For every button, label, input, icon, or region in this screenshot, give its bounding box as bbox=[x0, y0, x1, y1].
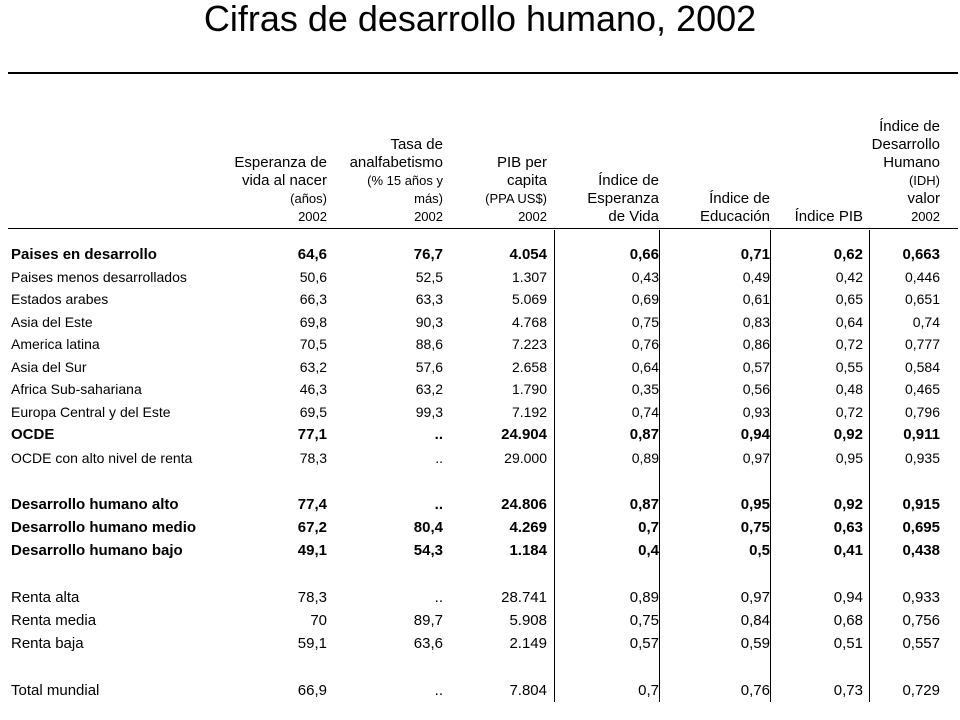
table-cell: 0,75 bbox=[631, 314, 659, 330]
table-cell: 0,49 bbox=[742, 269, 770, 285]
table-cell: 0,72 bbox=[835, 336, 863, 352]
column-divider bbox=[554, 230, 555, 702]
table-cell: 78,3 bbox=[297, 589, 327, 606]
table-cell: 0,465 bbox=[904, 381, 940, 397]
column-header-line: Desarrollo bbox=[871, 136, 940, 153]
table-cell: 99,3 bbox=[415, 404, 443, 420]
column-header-line: vida al nacer bbox=[241, 172, 327, 189]
table-cell: 0,72 bbox=[835, 404, 863, 420]
table-cell: 28.741 bbox=[501, 589, 547, 606]
table-cell: 0,65 bbox=[835, 291, 863, 307]
table-cell: 78,3 bbox=[299, 450, 327, 466]
table-cell: 0,756 bbox=[902, 612, 940, 629]
table-cell: 0,95 bbox=[835, 450, 863, 466]
table-cell: 0,83 bbox=[742, 314, 770, 330]
column-header-line: (años) bbox=[290, 191, 327, 206]
table-cell: 7.804 bbox=[509, 682, 547, 699]
table-cell: 0,86 bbox=[742, 336, 770, 352]
row-label: Paises menos desarrollados bbox=[11, 269, 187, 285]
row-label: Desarrollo humano bajo bbox=[11, 542, 183, 559]
table-cell: 0,66 bbox=[629, 246, 659, 263]
table-cell: 63,3 bbox=[415, 291, 443, 307]
table-cell: 76,7 bbox=[413, 246, 443, 263]
table-cell: 77,1 bbox=[297, 426, 327, 443]
table-cell: 0,84 bbox=[740, 612, 770, 629]
table-cell: 0,62 bbox=[833, 246, 863, 263]
table-cell: 64,6 bbox=[297, 246, 327, 263]
table-cell: 0,446 bbox=[904, 269, 940, 285]
table-cell: 0,97 bbox=[740, 589, 770, 606]
table-cell: 0,74 bbox=[912, 314, 940, 330]
table-cell: 29.000 bbox=[504, 450, 547, 466]
table-cell: 46,3 bbox=[299, 381, 327, 397]
table-cell: 67,2 bbox=[297, 519, 327, 536]
row-label: Total mundial bbox=[11, 682, 100, 699]
column-header bbox=[773, 208, 863, 226]
row-label: Estados arabes bbox=[11, 291, 109, 307]
table-cell: 0,92 bbox=[833, 496, 863, 513]
table-cell: 0,59 bbox=[740, 635, 770, 652]
table-cell: 7.223 bbox=[511, 336, 547, 352]
table-cell: 0,57 bbox=[742, 359, 770, 375]
row-label: Asia del Sur bbox=[11, 359, 87, 375]
table-cell: .. bbox=[434, 426, 443, 443]
row-label: Europa Central y del Este bbox=[11, 404, 171, 420]
table-cell: 4.768 bbox=[511, 314, 547, 330]
table-cell: 69,8 bbox=[299, 314, 327, 330]
table-cell: 0,5 bbox=[749, 542, 770, 559]
table-cell: 0,48 bbox=[835, 381, 863, 397]
table-cell: 0,55 bbox=[835, 359, 863, 375]
column-header bbox=[207, 154, 327, 226]
table-cell: 0,94 bbox=[833, 589, 863, 606]
column-header-line: Esperanza de bbox=[234, 154, 327, 171]
column-header-line: analfabetismo bbox=[349, 154, 443, 171]
column-header-line: más) bbox=[414, 191, 443, 206]
table-cell: 0,7 bbox=[638, 682, 659, 699]
table-cell: 0,4 bbox=[638, 542, 659, 559]
row-label: OCDE bbox=[11, 426, 55, 443]
column-divider bbox=[770, 230, 771, 702]
table-cell: 0,61 bbox=[742, 291, 770, 307]
column-header bbox=[452, 154, 547, 226]
row-label: Desarrollo humano alto bbox=[11, 496, 179, 513]
table-cell: 4.054 bbox=[509, 246, 547, 263]
table-cell: 69,5 bbox=[299, 404, 327, 420]
table-cell: 0,584 bbox=[904, 359, 940, 375]
table-cell: 50,6 bbox=[299, 269, 327, 285]
table-cell: 0,95 bbox=[740, 496, 770, 513]
table-cell: .. bbox=[434, 682, 443, 699]
column-header-line: 2002 bbox=[518, 209, 547, 224]
column-header-line: Índice de bbox=[709, 190, 770, 207]
table-cell: 0,933 bbox=[902, 589, 940, 606]
column-header-line: Índice de bbox=[598, 172, 659, 189]
row-label: Desarrollo humano medio bbox=[11, 519, 197, 536]
table-cell: 1.307 bbox=[511, 269, 547, 285]
column-header-line: valor bbox=[907, 190, 940, 207]
table-cell: 0,911 bbox=[903, 426, 940, 443]
table-cell: .. bbox=[435, 450, 443, 466]
row-label: America latina bbox=[11, 336, 100, 352]
table-cell: 24.806 bbox=[501, 496, 547, 513]
column-divider bbox=[659, 230, 660, 702]
table-cell: 0,51 bbox=[833, 635, 863, 652]
row-label: Africa Sub-sahariana bbox=[11, 381, 142, 397]
column-header-line: Índice PIB bbox=[794, 208, 863, 225]
table-cell: 88,6 bbox=[415, 336, 443, 352]
table-cell: 0,796 bbox=[904, 404, 940, 420]
table-cell: 0,94 bbox=[740, 426, 770, 443]
row-label: Renta baja bbox=[11, 635, 84, 652]
table-cell: 0,89 bbox=[631, 450, 659, 466]
table-cell: 0,75 bbox=[740, 519, 770, 536]
row-label: Asia del Este bbox=[11, 314, 93, 330]
table-cell: 0,69 bbox=[631, 291, 659, 307]
table-cell: 0,75 bbox=[629, 612, 659, 629]
table-cell: 0,557 bbox=[902, 635, 940, 652]
table-cell: 0,43 bbox=[631, 269, 659, 285]
row-label: Renta alta bbox=[11, 589, 80, 606]
column-header-line: 2002 bbox=[414, 209, 443, 224]
table-cell: 0,74 bbox=[631, 404, 659, 420]
column-header-line: (IDH) bbox=[908, 173, 940, 188]
table-cell: 54,3 bbox=[413, 542, 443, 559]
top-rule bbox=[8, 72, 958, 74]
table-cell: 57,6 bbox=[415, 359, 443, 375]
column-header-line: capita bbox=[506, 172, 547, 189]
table-cell: 70 bbox=[310, 612, 327, 629]
table-cell: 0,89 bbox=[629, 589, 659, 606]
table-cell: 24.904 bbox=[501, 426, 547, 443]
table-cell: 77,4 bbox=[297, 496, 327, 513]
column-header-line: Humano bbox=[883, 154, 940, 171]
table-cell: 70,5 bbox=[299, 336, 327, 352]
column-header-line: (% 15 años y bbox=[367, 173, 443, 188]
column-header-line: de Vida bbox=[608, 208, 659, 225]
table-cell: 66,3 bbox=[299, 291, 327, 307]
table-cell: 63,2 bbox=[299, 359, 327, 375]
table-cell: 0,68 bbox=[833, 612, 863, 629]
row-label: Renta media bbox=[11, 612, 97, 629]
table-cell: 0,695 bbox=[902, 519, 940, 536]
table-cell: 0,663 bbox=[902, 246, 940, 263]
table-cell: .. bbox=[434, 496, 443, 513]
column-header-line: PIB per bbox=[496, 154, 547, 171]
table-cell: 5.069 bbox=[511, 291, 547, 307]
table-cell: 0,41 bbox=[833, 542, 863, 559]
table-cell: 49,1 bbox=[297, 542, 327, 559]
table-cell: 0,729 bbox=[902, 682, 940, 699]
table-cell: 0,64 bbox=[631, 359, 659, 375]
table-cell: 0,73 bbox=[833, 682, 863, 699]
column-header-line: Educación bbox=[699, 208, 770, 225]
table-cell: 90,3 bbox=[415, 314, 443, 330]
column-header-line: 2002 bbox=[298, 209, 327, 224]
column-header bbox=[852, 118, 940, 226]
header-rule bbox=[8, 228, 958, 229]
table-cell: 0,35 bbox=[631, 381, 659, 397]
column-header-line: Tasa de bbox=[390, 136, 443, 153]
column-header bbox=[665, 190, 770, 226]
table-cell: 0,76 bbox=[631, 336, 659, 352]
page-title: Cifras de desarrollo humano, 2002 bbox=[203, 0, 757, 39]
table-cell: 1.790 bbox=[511, 381, 547, 397]
table-cell: 0,93 bbox=[742, 404, 770, 420]
column-header bbox=[559, 172, 659, 226]
table-cell: 0,7 bbox=[638, 519, 659, 536]
table-cell: 66,9 bbox=[297, 682, 327, 699]
column-header-line: (PPA US$) bbox=[485, 191, 547, 206]
table-cell: 2.149 bbox=[509, 635, 547, 652]
row-label: OCDE con alto nivel de renta bbox=[11, 450, 193, 466]
table-cell: 0,56 bbox=[742, 381, 770, 397]
table-cell: 0,777 bbox=[904, 336, 940, 352]
table-cell: 63,2 bbox=[415, 381, 443, 397]
table-cell: 0,935 bbox=[904, 450, 940, 466]
table-cell: 0,42 bbox=[835, 269, 863, 285]
table-cell: 0,87 bbox=[629, 426, 659, 443]
table-cell: 5.908 bbox=[509, 612, 547, 629]
column-header-line: 2002 bbox=[911, 209, 940, 224]
table-cell: 89,7 bbox=[413, 612, 443, 629]
table-cell: 80,4 bbox=[413, 519, 443, 536]
table-cell: 0,63 bbox=[833, 519, 863, 536]
table-cell: 0,438 bbox=[902, 542, 940, 559]
table-cell: 0,64 bbox=[835, 314, 863, 330]
row-label: Paises en desarrollo bbox=[11, 246, 157, 263]
column-header-line: Índice de bbox=[879, 118, 940, 135]
table-cell: 0,97 bbox=[742, 450, 770, 466]
table-cell: 0,87 bbox=[629, 496, 659, 513]
table-cell: 0,915 bbox=[902, 496, 940, 513]
table-cell: 59,1 bbox=[297, 635, 327, 652]
table-cell: 0,57 bbox=[629, 635, 659, 652]
column-header bbox=[331, 136, 443, 226]
column-header-line: Esperanza bbox=[587, 190, 659, 207]
table-cell: 0,76 bbox=[740, 682, 770, 699]
table-cell: 1.184 bbox=[509, 542, 547, 559]
table-cell: 0,71 bbox=[740, 246, 770, 263]
table-cell: 4.269 bbox=[509, 519, 547, 536]
table-cell: 52,5 bbox=[415, 269, 443, 285]
table-cell: 63,6 bbox=[413, 635, 443, 652]
table-cell: 2.658 bbox=[511, 359, 547, 375]
table-cell: 0,651 bbox=[904, 291, 940, 307]
table-cell: .. bbox=[434, 589, 443, 606]
table-cell: 0,92 bbox=[833, 426, 863, 443]
table-cell: 7.192 bbox=[511, 404, 547, 420]
